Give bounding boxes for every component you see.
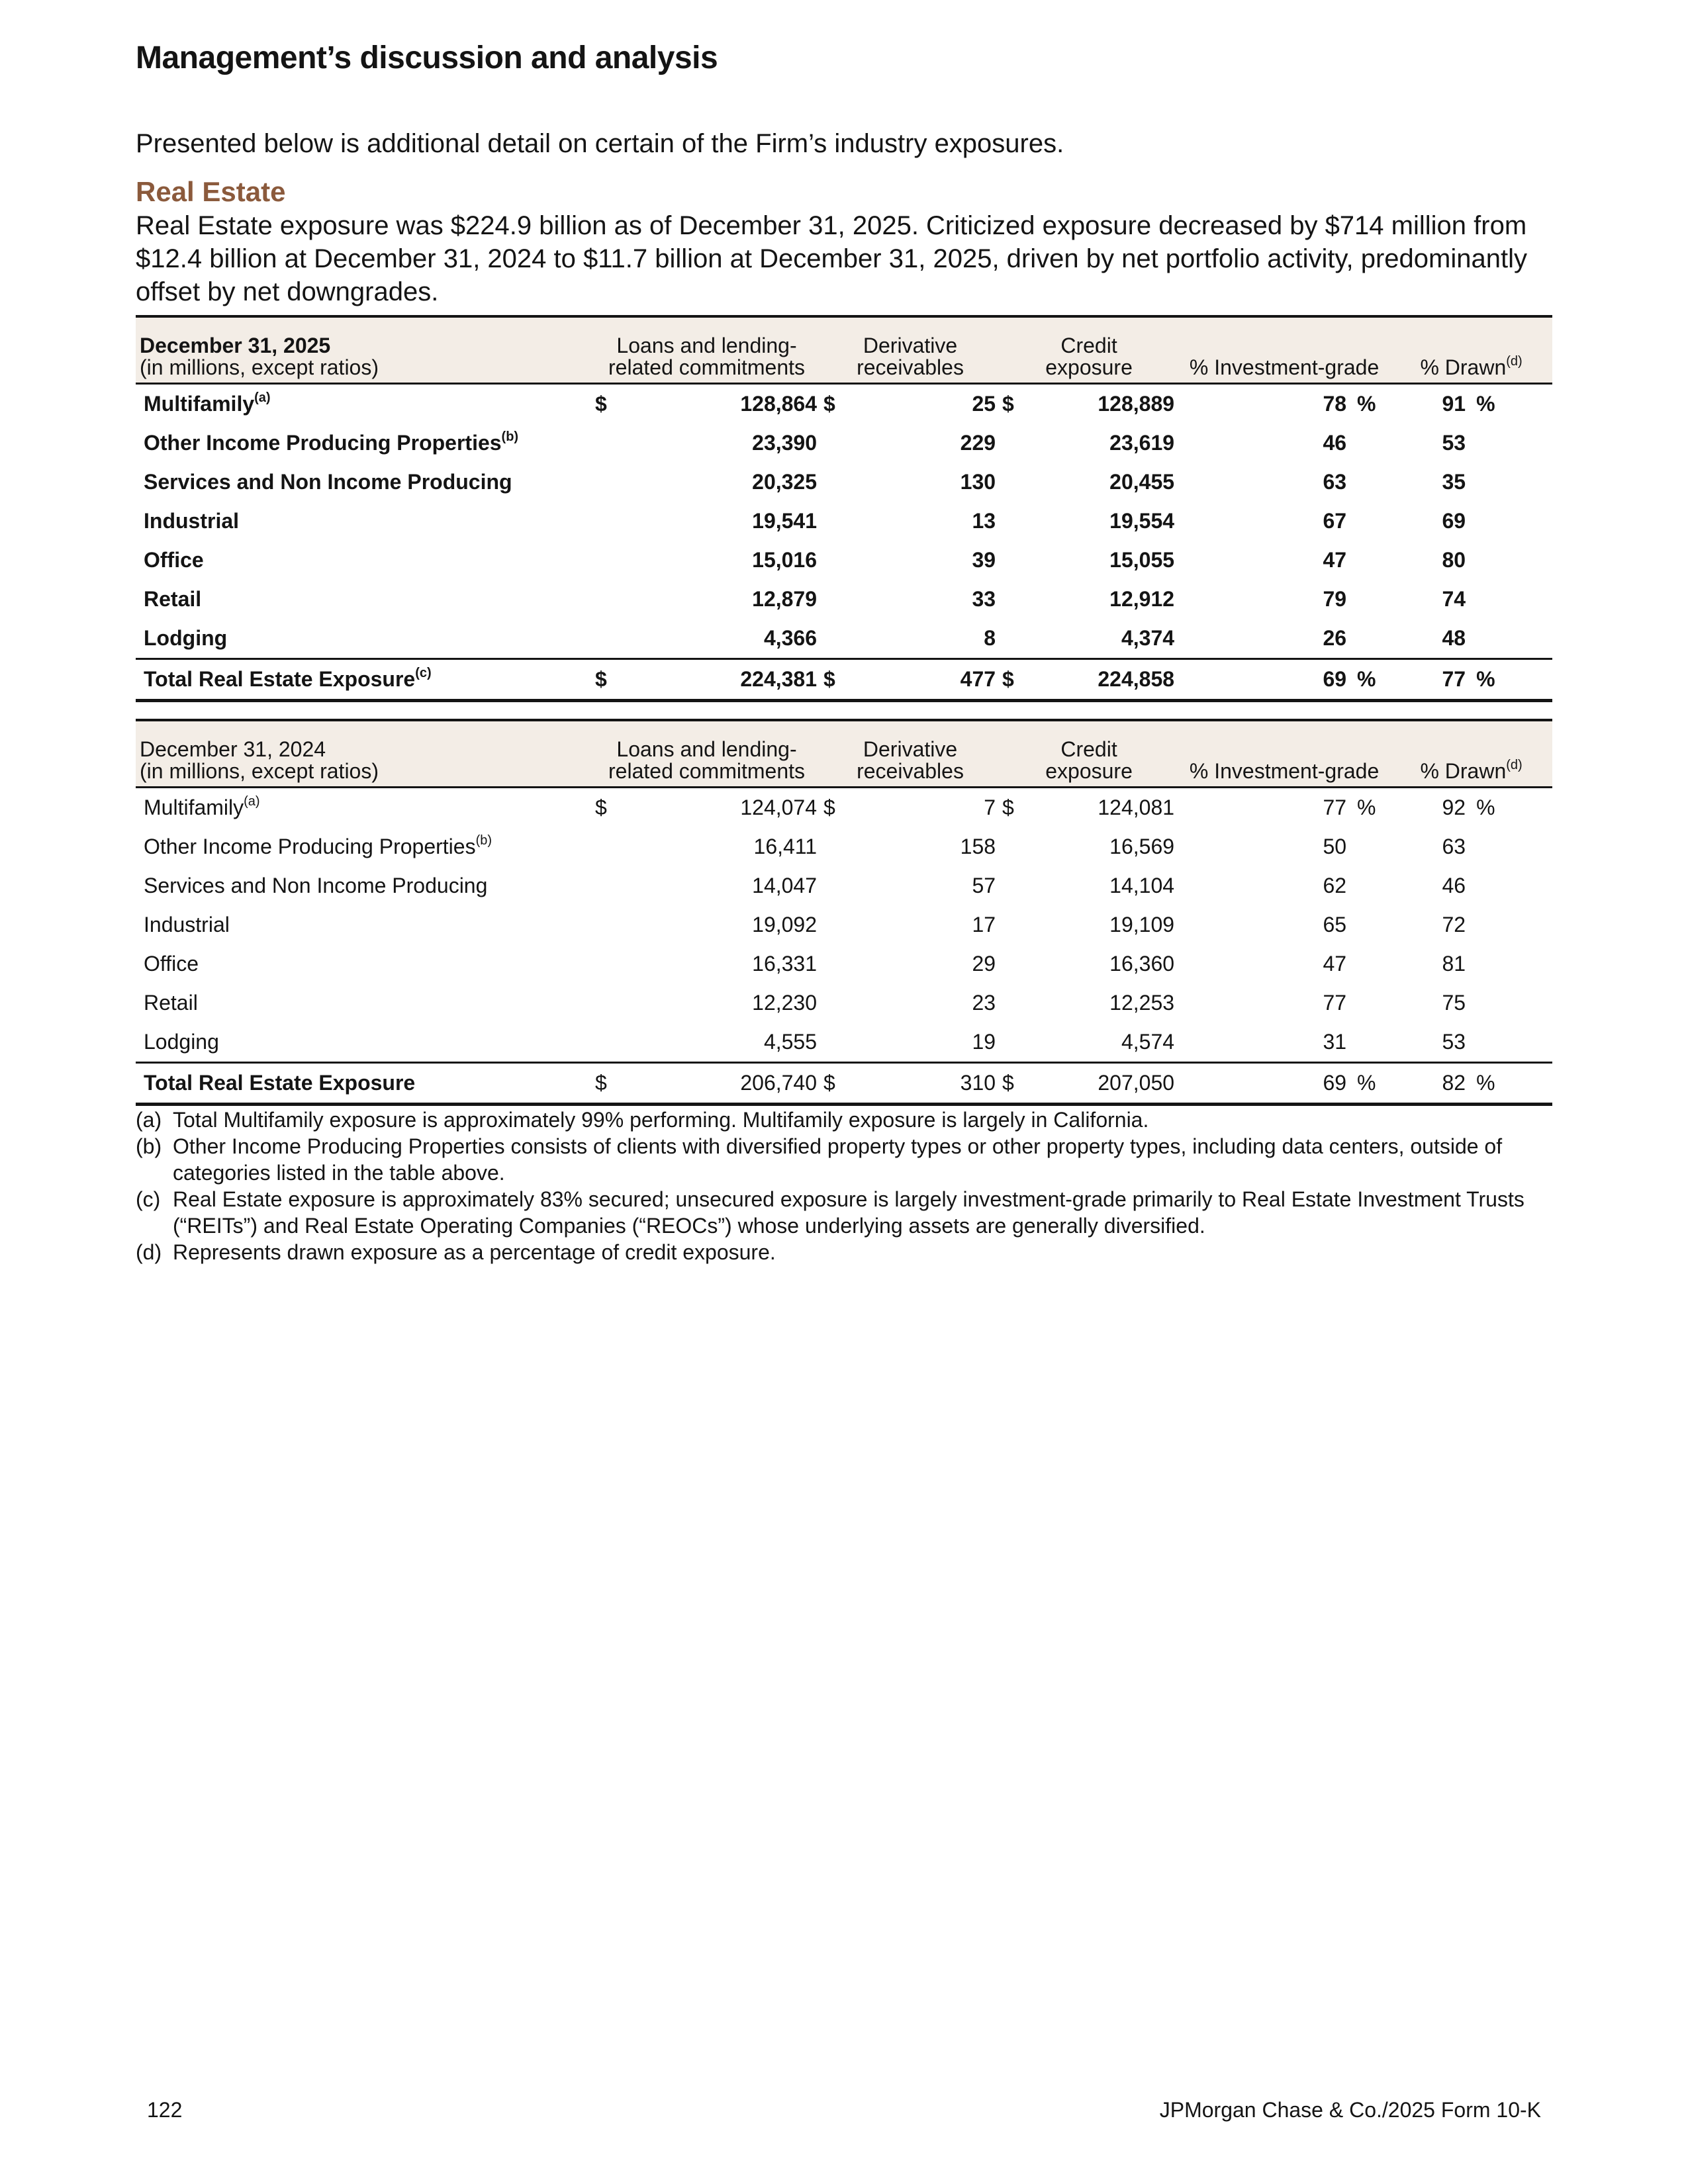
currency-symbol: [821, 424, 861, 463]
derivative-value: 310: [861, 1063, 1000, 1105]
percent-symbol: %: [1357, 392, 1376, 416]
row-label: Retail: [144, 587, 202, 611]
drawn-value: 48: [1442, 626, 1466, 650]
footnote: [136, 1107, 1559, 1133]
percent-symbol: %: [1470, 1063, 1552, 1105]
derivative-value: 19: [972, 1030, 996, 1054]
percent-symbol: [1470, 502, 1552, 541]
loans-value: 206,740: [626, 1063, 821, 1105]
derivative-value: 130: [960, 470, 996, 494]
percent-symbol: [1350, 463, 1390, 502]
derivative-value: 477: [861, 659, 1000, 701]
currency-symbol: [592, 905, 626, 944]
header-drawn: % Drawn$^{(d)}$: [1390, 720, 1552, 788]
footnote: [136, 1239, 1559, 1265]
header-date-cell: [136, 720, 592, 788]
footnote: [136, 1133, 1559, 1186]
table-row: [136, 1023, 1552, 1063]
percent-symbol: [1350, 580, 1390, 619]
currency-symbol: $: [821, 659, 861, 701]
footnote-mark: (b): [136, 1134, 162, 1158]
currency-symbol: [592, 619, 626, 659]
derivative-value: 39: [972, 548, 996, 572]
header-investment-grade: % Investment-grade: [1178, 316, 1390, 384]
loans-value: 20,325: [752, 470, 818, 494]
derivative-value: 29: [972, 952, 996, 976]
header-loans: Loans and lending- related commitments: [592, 316, 821, 384]
currency-symbol: [821, 502, 861, 541]
currency-symbol: [592, 541, 626, 580]
drawn-value: 46: [1442, 874, 1466, 897]
investment-grade-value: 50: [1323, 835, 1347, 858]
currency-symbol: [1000, 905, 1039, 944]
currency-symbol: [592, 866, 626, 905]
currency-symbol: [592, 502, 626, 541]
currency-symbol: [1000, 1023, 1039, 1063]
table-row: [136, 580, 1552, 619]
derivative-value: 57: [972, 874, 996, 897]
section-paragraph: Real Estate exposure was $224.9 billion as of December 31, 2025. Criticized exposure decreased by $714 million from $12.4 billion at December 31, 2024 to $11.7 billion at December 31, 2025, driven by net portfolio activity, predominantly offset by net downgrades.: [136, 211, 1527, 306]
currency-symbol: [1000, 944, 1039, 983]
derivative-value: 25: [972, 392, 996, 416]
investment-grade-value: 69: [1178, 659, 1350, 701]
loans-value: 16,331: [752, 952, 818, 976]
percent-symbol: [1350, 827, 1390, 866]
currency-symbol: [1000, 502, 1039, 541]
total-row: [136, 659, 1552, 701]
investment-grade-value: 63: [1323, 470, 1347, 494]
currency-symbol: [592, 424, 626, 463]
header-credit: Credit exposure: [1000, 316, 1178, 384]
derivative-value: 23: [972, 991, 996, 1015]
drawn-value: 80: [1442, 548, 1466, 572]
percent-symbol: [1350, 944, 1390, 983]
drawn-value: 69: [1442, 509, 1466, 533]
drawn-value: 53: [1442, 1030, 1466, 1054]
credit-value: 207,050: [1039, 1063, 1178, 1105]
header-credit: Credit exposure: [1000, 720, 1178, 788]
table-date: December 31, 2025: [140, 334, 331, 357]
derivative-value: 13: [972, 509, 996, 533]
footnote-ref: (b): [475, 833, 492, 848]
drawn-value: 53: [1442, 431, 1466, 455]
percent-symbol: [1470, 944, 1552, 983]
exposure-table-2024: [136, 719, 1552, 1106]
currency-symbol: $: [821, 1063, 861, 1105]
loans-value: 19,541: [752, 509, 818, 533]
currency-symbol: [1000, 463, 1039, 502]
drawn-value: 35: [1442, 470, 1466, 494]
loans-value: 15,016: [752, 548, 818, 572]
currency-symbol: [592, 1023, 626, 1063]
footnote: [136, 1186, 1559, 1239]
investment-grade-value: 26: [1323, 626, 1347, 650]
currency-symbol: [1000, 619, 1039, 659]
investment-grade-value: 77: [1323, 991, 1347, 1015]
row-label: Total Real Estate Exposure$^{(c)}$: [136, 659, 592, 701]
percent-symbol: %: [1476, 392, 1495, 416]
percent-symbol: [1470, 541, 1552, 580]
header-derivative: Derivative receivables: [821, 316, 1000, 384]
table-row: [136, 619, 1552, 659]
row-label: Total Real Estate Exposure: [136, 1063, 592, 1105]
drawn-value: 74: [1442, 587, 1466, 611]
header-investment-grade: % Investment-grade: [1178, 720, 1390, 788]
header-derivative: Derivative receivables: [821, 720, 1000, 788]
investment-grade-value: 31: [1323, 1030, 1347, 1054]
currency-symbol: $: [1002, 392, 1014, 416]
row-label: Services and Non Income Producing: [144, 874, 488, 897]
table-header-row: [136, 720, 1552, 788]
currency-symbol: [592, 463, 626, 502]
currency-symbol: [592, 944, 626, 983]
currency-symbol: [592, 580, 626, 619]
currency-symbol: [821, 619, 861, 659]
currency-symbol: $: [1000, 1063, 1039, 1105]
drawn-value: 82: [1390, 1063, 1470, 1105]
currency-symbol: [821, 580, 861, 619]
percent-symbol: [1470, 827, 1552, 866]
currency-symbol: $: [595, 796, 607, 819]
footnote-text: Other Income Producing Properties consists of clients with diversified property types or other property types, including data centers, outside of categories listed in the table above.: [173, 1134, 1503, 1185]
currency-symbol: $: [592, 659, 626, 701]
drawn-value: 72: [1442, 913, 1466, 936]
loans-value: 12,230: [752, 991, 818, 1015]
currency-symbol: $: [592, 1063, 626, 1105]
percent-symbol: [1350, 619, 1390, 659]
investment-grade-value: 65: [1323, 913, 1347, 936]
percent-symbol: [1470, 463, 1552, 502]
credit-value: 16,360: [1109, 952, 1175, 976]
loans-value: 224,381: [626, 659, 821, 701]
page-title: Management’s discussion and analysis: [136, 40, 718, 75]
table-row: [136, 827, 1552, 866]
investment-grade-value: 46: [1323, 431, 1347, 455]
loans-value: 16,411: [753, 835, 818, 858]
table-header-row: [136, 316, 1552, 384]
credit-value: 124,081: [1098, 796, 1175, 819]
row-label: Retail: [144, 991, 198, 1015]
loans-value: 19,092: [752, 913, 818, 936]
page-number: 122: [147, 2098, 183, 2122]
percent-symbol: [1470, 424, 1552, 463]
currency-symbol: [821, 463, 861, 502]
table-row: [136, 463, 1552, 502]
loans-value: 128,864: [740, 392, 818, 416]
currency-symbol: [1000, 827, 1039, 866]
derivative-value: 33: [972, 587, 996, 611]
drawn-value: 91: [1442, 392, 1466, 416]
row-label: Lodging: [144, 1030, 219, 1054]
percent-symbol: [1350, 905, 1390, 944]
intro-paragraph: Presented below is additional detail on certain of the Firm’s industry exposures.: [136, 129, 1064, 158]
currency-symbol: $: [823, 796, 835, 819]
percent-symbol: [1350, 983, 1390, 1023]
table-row: [136, 866, 1552, 905]
row-label: Office: [144, 952, 199, 976]
drawn-value: 81: [1442, 952, 1466, 976]
currency-symbol: [821, 827, 861, 866]
loans-value: 23,390: [752, 431, 818, 455]
percent-symbol: %: [1476, 796, 1495, 819]
row-label: Services and Non Income Producing: [144, 470, 512, 494]
currency-symbol: $: [595, 392, 607, 416]
credit-value: 14,104: [1109, 874, 1175, 897]
investment-grade-value: 67: [1323, 509, 1347, 533]
currency-symbol: $: [823, 392, 835, 416]
percent-symbol: [1470, 866, 1552, 905]
loans-value: 12,879: [752, 587, 818, 611]
footnotes: [136, 1107, 1559, 1265]
derivative-value: 17: [972, 913, 996, 936]
credit-value: 19,109: [1109, 913, 1175, 936]
credit-value: 128,889: [1098, 392, 1175, 416]
loans-value: 14,047: [752, 874, 818, 897]
credit-value: 224,858: [1039, 659, 1178, 701]
percent-symbol: %: [1357, 796, 1376, 819]
table-unit: (in millions, except ratios): [140, 355, 379, 379]
table-date: December 31, 2024: [140, 737, 326, 761]
row-label: Office: [144, 548, 204, 572]
currency-symbol: [821, 983, 861, 1023]
row-label: Multifamily$^{(a)}$: [144, 794, 260, 819]
table-row: [136, 944, 1552, 983]
footnote-mark: (a): [136, 1108, 162, 1132]
currency-symbol: [821, 541, 861, 580]
header-loans: Loans and lending- related commitments: [592, 720, 821, 788]
row-label: Multifamily$^{(a)}$: [144, 390, 271, 416]
currency-symbol: [1000, 866, 1039, 905]
exposure-table-2025: [136, 315, 1552, 702]
footnote-mark: (d): [136, 1240, 162, 1264]
loans-value: 4,555: [763, 1030, 818, 1054]
header-date-cell: [136, 316, 592, 384]
credit-value: 12,253: [1109, 991, 1175, 1015]
drawn-value: 75: [1442, 991, 1466, 1015]
footnote-text: Real Estate exposure is approximately 83% secured; unsecured exposure is largely investment-grade primarily to Real Estate Investment Trusts (“REITs”) and Real Estate Operating Companies (“REOCs”) whose underlying assets are generally diversified.: [173, 1187, 1524, 1238]
percent-symbol: [1470, 580, 1552, 619]
loans-value: 4,366: [763, 626, 818, 650]
percent-symbol: [1350, 1023, 1390, 1063]
investment-grade-value: 62: [1323, 874, 1347, 897]
percent-symbol: %: [1350, 1063, 1390, 1105]
drawn-value: 92: [1442, 796, 1466, 819]
currency-symbol: $: [1000, 659, 1039, 701]
table-row: [136, 788, 1552, 828]
footnote-ref: (a): [254, 390, 271, 405]
total-row: [136, 1063, 1552, 1105]
currency-symbol: [821, 866, 861, 905]
derivative-value: 7: [984, 796, 996, 819]
currency-symbol: $: [1002, 796, 1014, 819]
derivative-value: 8: [984, 626, 996, 650]
percent-symbol: [1470, 1023, 1552, 1063]
currency-symbol: [821, 1023, 861, 1063]
credit-value: 16,569: [1109, 835, 1175, 858]
credit-value: 23,619: [1109, 431, 1175, 455]
currency-symbol: [592, 983, 626, 1023]
investment-grade-value: 78: [1323, 392, 1347, 416]
header-drawn: % Drawn$^{(d)}$: [1390, 316, 1552, 384]
credit-value: 20,455: [1109, 470, 1175, 494]
currency-symbol: [821, 944, 861, 983]
table-row: [136, 384, 1552, 424]
footnote-text: Represents drawn exposure as a percentage of credit exposure.: [173, 1240, 776, 1264]
credit-value: 4,574: [1121, 1030, 1175, 1054]
currency-symbol: [1000, 580, 1039, 619]
row-label: Industrial: [144, 913, 230, 936]
percent-symbol: [1350, 866, 1390, 905]
table-row: [136, 424, 1552, 463]
table-unit: (in millions, except ratios): [140, 759, 379, 783]
investment-grade-value: 69: [1178, 1063, 1350, 1105]
percent-symbol: [1470, 619, 1552, 659]
currency-symbol: [1000, 983, 1039, 1023]
loans-value: 124,074: [740, 796, 818, 819]
currency-symbol: [1000, 541, 1039, 580]
section-heading: Real Estate: [136, 176, 286, 207]
drawn-value: 77: [1390, 659, 1470, 701]
footnote-mark: (c): [136, 1187, 161, 1211]
percent-symbol: [1350, 502, 1390, 541]
footnote-ref: (a): [244, 794, 260, 809]
table-row: [136, 541, 1552, 580]
investment-grade-value: 47: [1323, 548, 1347, 572]
derivative-value: 229: [960, 431, 996, 455]
footnote-text: Total Multifamily exposure is approximately 99% performing. Multifamily exposure is largely in California.: [173, 1108, 1149, 1132]
row-label: Other Income Producing Properties$^{(b)}$: [144, 430, 519, 455]
percent-symbol: [1470, 983, 1552, 1023]
investment-grade-value: 77: [1323, 796, 1347, 819]
row-label: Industrial: [144, 509, 240, 533]
footnote-ref: (c): [415, 666, 432, 680]
percent-symbol: [1350, 541, 1390, 580]
credit-value: 4,374: [1121, 626, 1175, 650]
currency-symbol: [1000, 424, 1039, 463]
row-label: Other Income Producing Properties$^{(b)}$: [144, 833, 492, 858]
row-label: Lodging: [144, 626, 228, 650]
percent-symbol: [1470, 905, 1552, 944]
investment-grade-value: 47: [1323, 952, 1347, 976]
investment-grade-value: 79: [1323, 587, 1347, 611]
footnote-ref: (b): [501, 430, 519, 444]
percent-symbol: %: [1350, 659, 1390, 701]
table-row: [136, 983, 1552, 1023]
credit-value: 19,554: [1109, 509, 1175, 533]
table-row: [136, 905, 1552, 944]
table-row: [136, 502, 1552, 541]
derivative-value: 158: [960, 835, 996, 858]
percent-symbol: [1350, 424, 1390, 463]
credit-value: 12,912: [1109, 587, 1175, 611]
currency-symbol: [592, 827, 626, 866]
currency-symbol: [821, 905, 861, 944]
percent-symbol: %: [1470, 659, 1552, 701]
credit-value: 15,055: [1109, 548, 1175, 572]
drawn-value: 63: [1442, 835, 1466, 858]
document-footer: JPMorgan Chase & Co./2025 Form 10-K: [1159, 2098, 1541, 2122]
